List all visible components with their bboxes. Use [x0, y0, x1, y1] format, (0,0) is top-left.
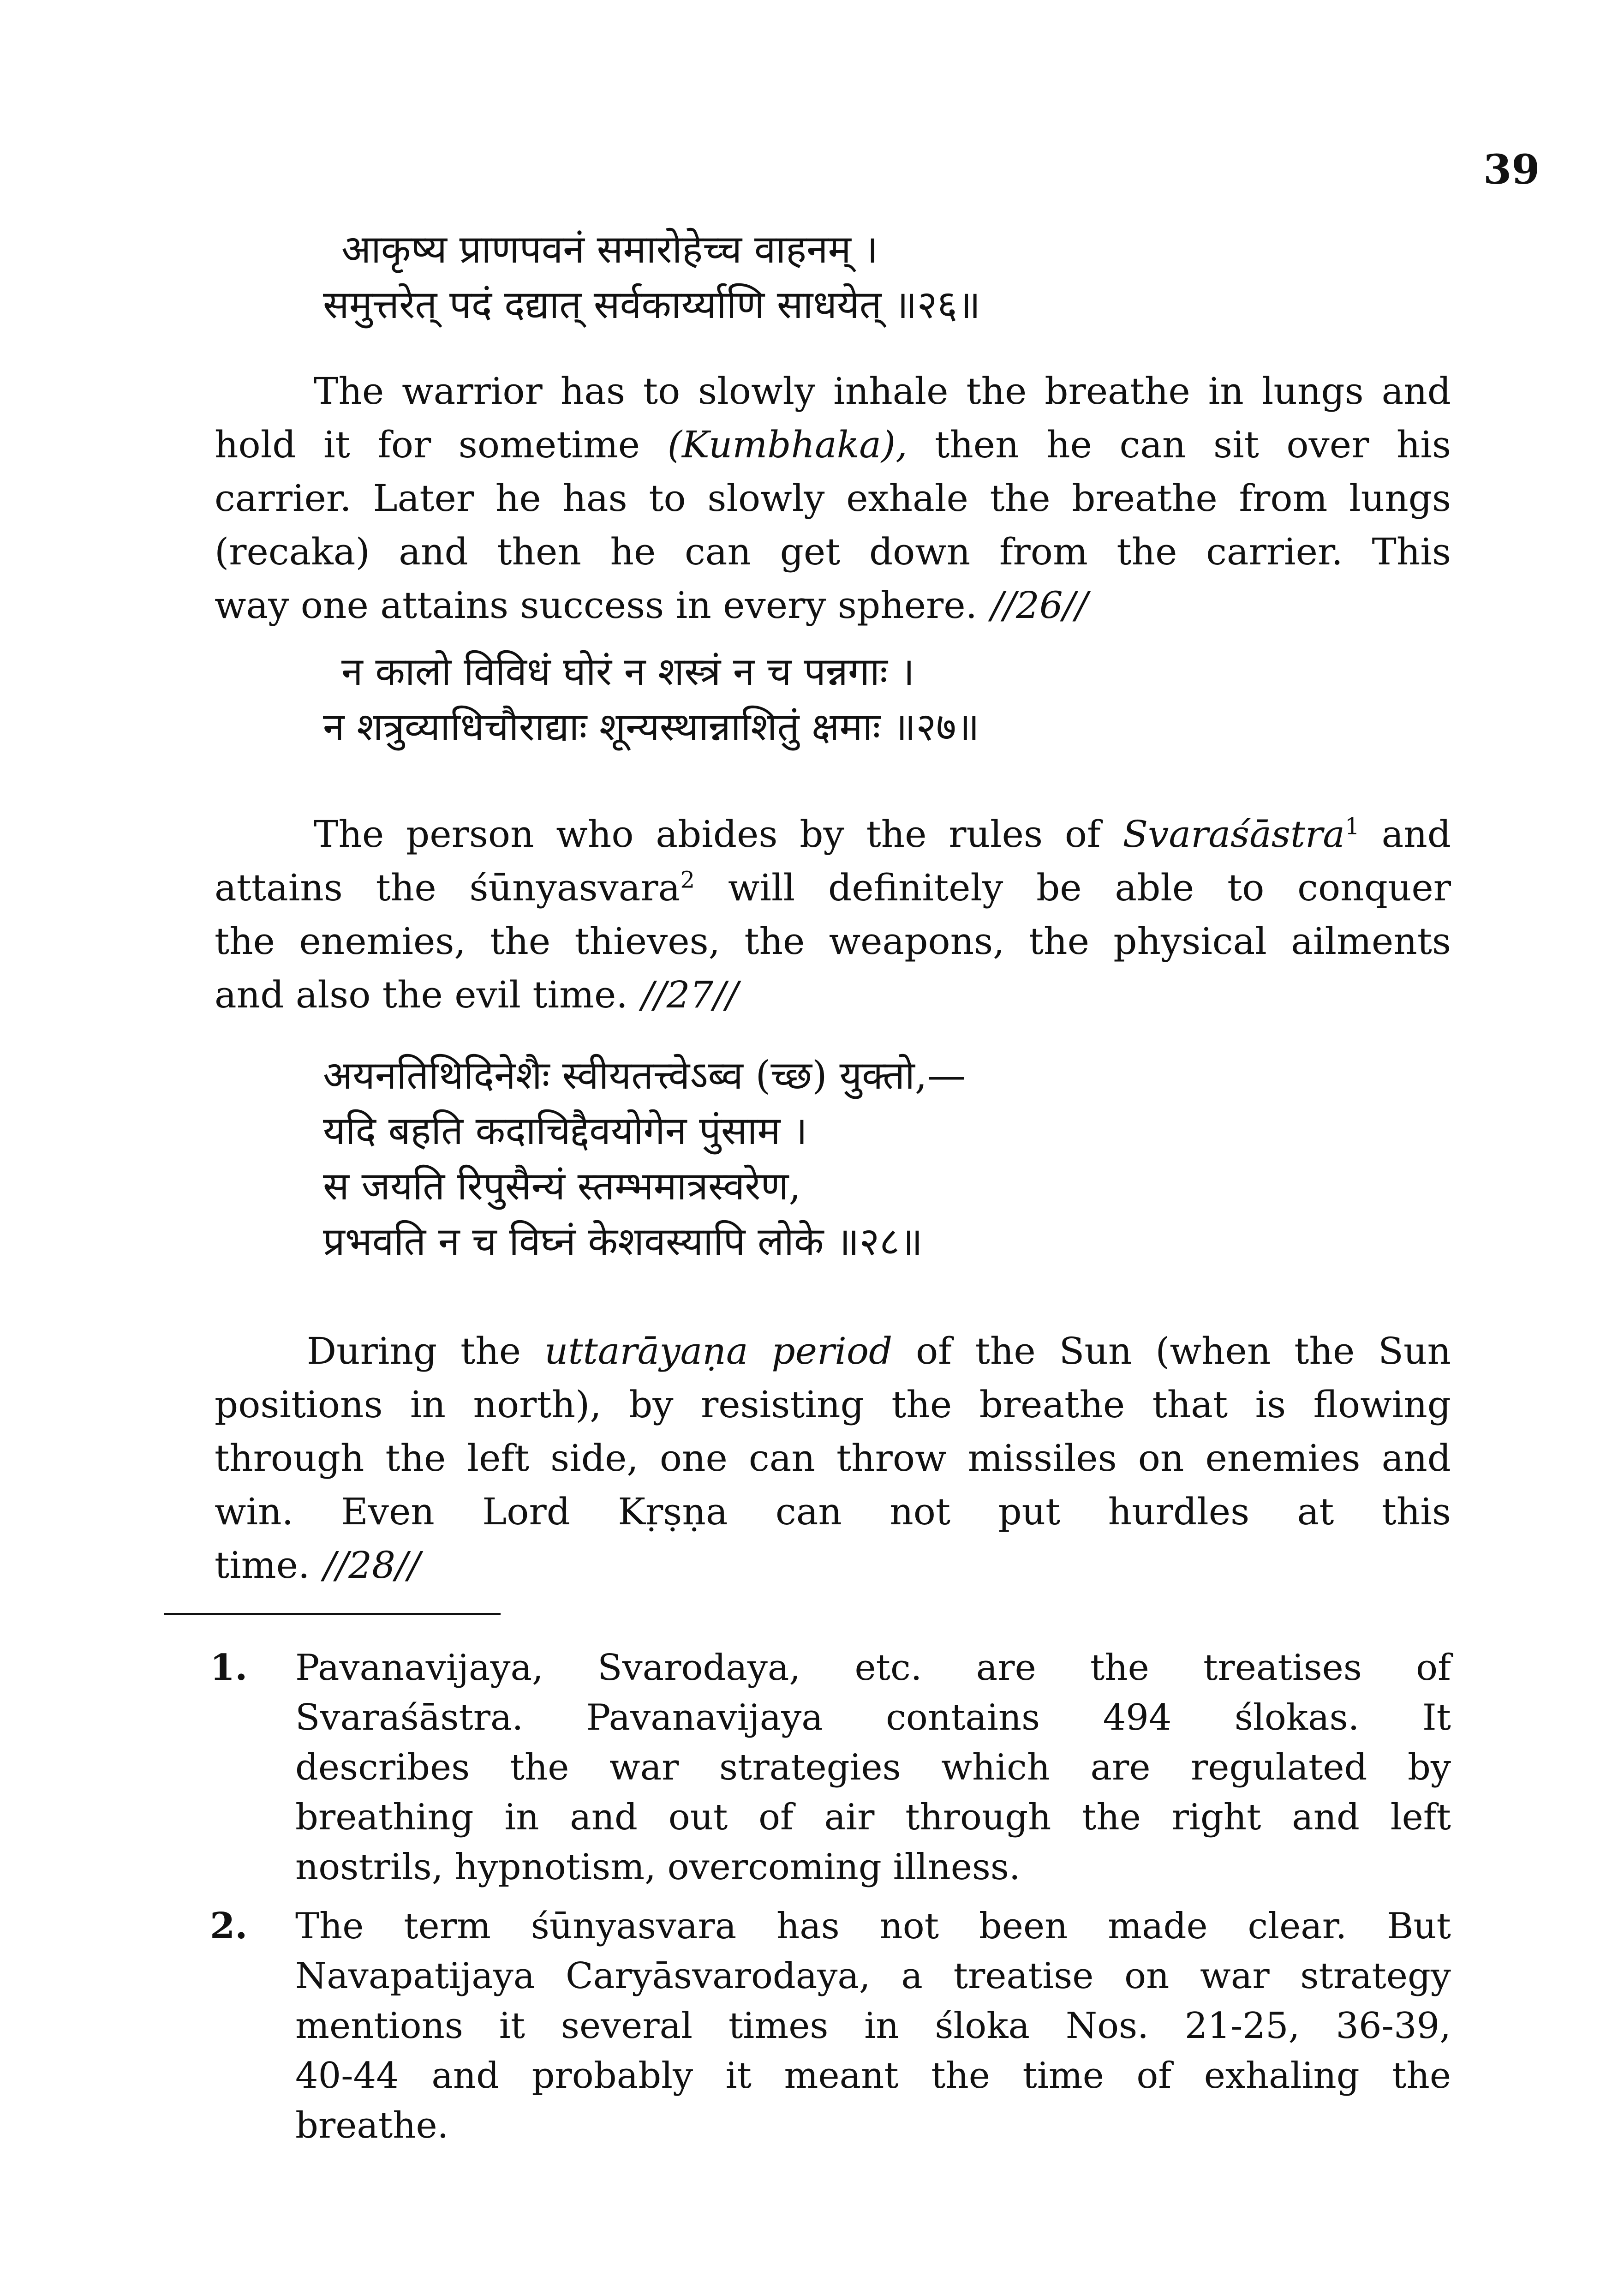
para-line: hold it for sometime (Kumbhaka), then he can sit over his: [215, 423, 1451, 466]
para-line: way one attains success in every sphere. //26//: [215, 584, 1088, 627]
para-line: time. //28//: [215, 1544, 420, 1587]
footnote-2: [210, 1901, 1451, 2151]
para-line: carrier. Later he has to slowly exhale the breathe from lungs: [215, 477, 1451, 520]
para-line: positions in north), by resisting the breathe that is flowing: [215, 1383, 1451, 1426]
footnote-line: Svaraśāstra. Pavanavijaya contains 494 ślokas. It: [295, 1697, 1451, 1738]
translation-28: [215, 1324, 1451, 1592]
footnote-line: Navapatijaya Caryāsvarodaya, a treatise on war strategy: [295, 1955, 1451, 1997]
verse-26: [323, 222, 1476, 332]
para-line: During the uttarāyaṇa period of the Sun (when the Sun: [307, 1330, 1451, 1372]
footnote-line: The term śūnyasvara has not been made clear. But: [295, 1906, 1451, 1947]
page-number: 39: [1483, 145, 1540, 193]
footnote-line: Pavanavijaya, Svarodaya, etc. are the treatises of: [295, 1647, 1451, 1689]
term-kumbhaka: (Kumbhaka),: [667, 423, 908, 466]
footnote-marker: 2: [680, 866, 695, 893]
verse-line: स जयति रिपुसैन्यं स्तम्भमात्रस्वरेण,: [323, 1163, 801, 1209]
verse-line: प्रभवति न च विघ्नं केशवस्यापि लोके ॥२८॥: [323, 1219, 923, 1264]
footnote-number: 1.: [210, 1647, 248, 1689]
para-line: the enemies, the thieves, the weapons, the physical ailments: [215, 920, 1451, 963]
verse-line: आकृष्य प्राणपवनं समारोहेच्च वाहनम् ।: [341, 227, 878, 272]
para-line: through the left side, one can throw missiles on enemies and: [215, 1437, 1451, 1480]
term-svarasastra: Svaraśāstra: [1122, 813, 1345, 856]
term-uttarayana: uttarāyaṇa period: [544, 1330, 893, 1372]
para-line: The warrior has to slowly inhale the breathe in lungs and: [314, 370, 1451, 413]
footnote-marker: 1: [1344, 813, 1360, 840]
footnote-line: 40-44 and probably it meant the time of exhaling the: [295, 2055, 1451, 2097]
verse-27: [323, 644, 1476, 755]
verse-ref: //27//: [641, 973, 739, 1016]
footnote-number: 2.: [210, 1905, 248, 1947]
verse-ref: //28//: [323, 1544, 420, 1587]
para-line: and also the evil time. //27//: [215, 973, 739, 1016]
verse-line: यदि बहति कदाचिद्दैवयोगेन पुंसाम ।: [323, 1108, 808, 1153]
translation-26: [215, 365, 1451, 632]
para-line: (recaka) and then he can get down from the carrier. This: [215, 530, 1451, 573]
verse-28: [323, 1048, 1476, 1269]
para-line: win. Even Lord Kṛṣṇa can not put hurdles at this: [215, 1490, 1451, 1533]
verse-ref: //26//: [991, 584, 1088, 627]
footnote-line: breathing in and out of air through the right and left: [295, 1797, 1451, 1838]
verse-line: न कालो विविधं घोरं न शस्त्रं न च पन्नगाः ।: [341, 649, 915, 694]
para-line: attains the śūnyasvara$^2$ will definitely be able to conquer: [215, 866, 1451, 909]
footnote-divider: [164, 1613, 501, 1615]
translation-27: [215, 808, 1451, 1022]
verse-line: समुत्तरेत् पदं दद्यात् सर्वकार्य्याणि साधयेत् ॥२६॥: [323, 282, 981, 327]
verse-line: न शत्रुव्याधिचौराद्याः शून्यस्थान्नाशितुं क्षमाः ॥२७॥: [323, 704, 980, 749]
footnote-line: nostrils, hypnotism, overcoming illness.: [295, 1846, 1021, 1888]
footnote-line: describes the war strategies which are regulated by: [295, 1747, 1451, 1788]
footnote-1: [210, 1643, 1451, 1892]
verse-line: अयनतिथिदिनेशैः स्वीयतत्त्वेऽब्व (च्छ) युक्तो,—: [323, 1053, 966, 1098]
footnote-line: breathe.: [295, 2105, 449, 2146]
para-line: The person who abides by the rules of Svaraśāstra$^1$ and: [314, 813, 1451, 856]
footnote-line: mentions it several times in śloka Nos. 21-25, 36-39,: [295, 2005, 1451, 2047]
